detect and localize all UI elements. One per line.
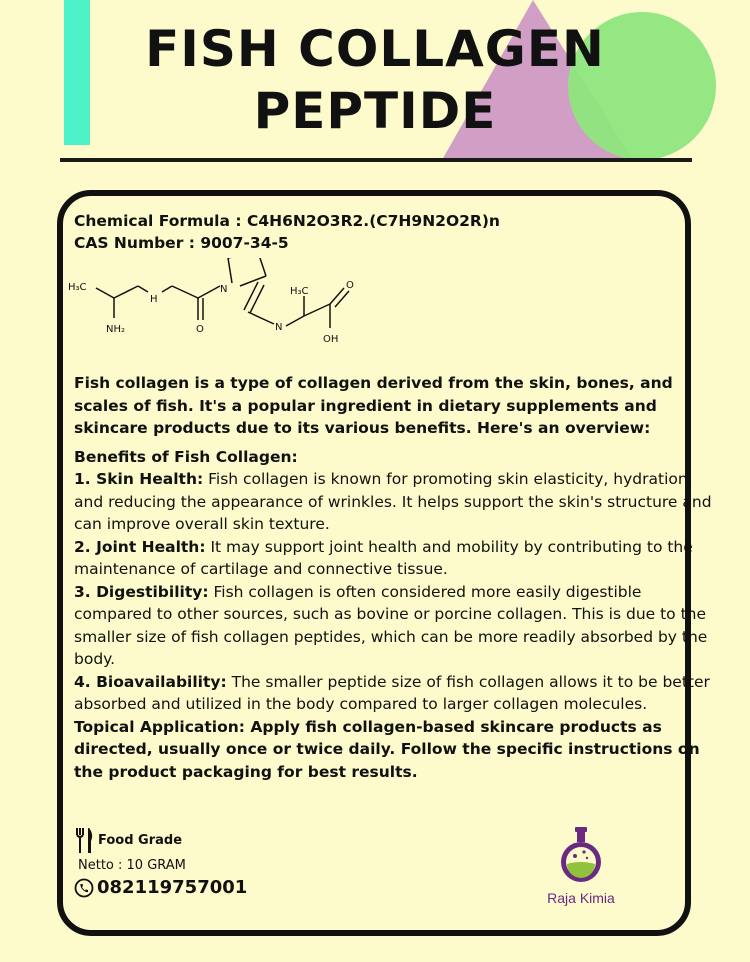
chemical-formula: Chemical Formula : C4H6N2O3R2.(C7H9N2O2R)n: [74, 212, 500, 230]
intro-paragraph: Fish collagen is a type of collagen derived from the skin, bones, and scales of fish. It's a popular ingredient in dietary supplements and skincare products due to its various benefits. Here's an overview:: [74, 374, 673, 437]
atom-n-ring: N: [220, 284, 228, 295]
fork-knife-icon: [74, 826, 94, 854]
benefit-label: 3. Digestibility:: [74, 582, 209, 601]
netto-label: Netto : 10 GRAM: [78, 858, 186, 873]
benefit-text: The smaller peptide size of fish collagen allows it to be better absorbed and utilized in the body compared to larger collagen molecules.: [74, 672, 710, 713]
benefits-heading: Benefits of Fish Collagen:: [74, 447, 298, 466]
atom-oh: OH: [323, 334, 339, 345]
benefit-label: 1. Skin Health:: [74, 470, 204, 488]
benefit-item: [74, 581, 714, 671]
footer-info: [74, 826, 247, 898]
phone-number: 082119757001: [97, 877, 248, 898]
benefits-section: [74, 446, 714, 716]
benefit-item: [74, 536, 714, 581]
benefit-text: Fish collagen is known for promoting skin elasticity, hydration, and reducing the appearance of wrinkles. It helps support the skin's structure and can improve overall skin texture.: [74, 470, 712, 533]
atom-nh2: NH₂: [106, 324, 126, 335]
phone-icon: [74, 878, 94, 898]
benefit-label: 4. Bioavailability:: [74, 672, 227, 691]
benefit-item: [74, 671, 714, 716]
benefit-item: [74, 468, 714, 536]
cas-number: CAS Number : 9007-34-5: [74, 234, 289, 252]
title-divider: [60, 158, 692, 162]
brand-name: Raja Kimia: [547, 890, 615, 906]
topical-application: Topical Application: Apply fish collagen-based skincare products as directed, usually once or twice daily. Follow the specific instructions on the product packaging for best results.: [74, 717, 700, 781]
title-line-1: FISH COLLAGEN: [145, 20, 605, 78]
atom-ch3-right: H₃C: [290, 286, 309, 297]
benefit-text: It may support joint health and mobility by contributing to the maintenance of cartilage and connective tissue.: [74, 537, 693, 578]
atom-n-amide: N: [275, 322, 283, 333]
benefit-text: Fish collagen is often considered more easily digestible compared to other sources, such as bovine or porcine collagen. This is due to the smaller size of fish collagen peptides, which can be more readily absorbed by the body.: [74, 582, 708, 668]
atom-nh: H: [150, 294, 158, 305]
atom-o-acid: O: [346, 280, 354, 291]
atom-o-carbonyl: O: [196, 324, 204, 335]
food-grade-row: [74, 826, 247, 854]
page-title: [0, 18, 750, 142]
benefit-label: 2. Joint Health:: [74, 537, 206, 556]
flask-logo-icon: [551, 824, 611, 884]
molecule-structure-diagram: [68, 258, 368, 370]
atom-ch3-left: H₃C: [68, 282, 87, 293]
title-line-2: PEPTIDE: [253, 82, 497, 140]
food-grade-label: Food Grade: [98, 832, 183, 848]
brand-logo: [536, 824, 626, 906]
card-content: [68, 210, 714, 783]
phone-row: [74, 877, 247, 898]
